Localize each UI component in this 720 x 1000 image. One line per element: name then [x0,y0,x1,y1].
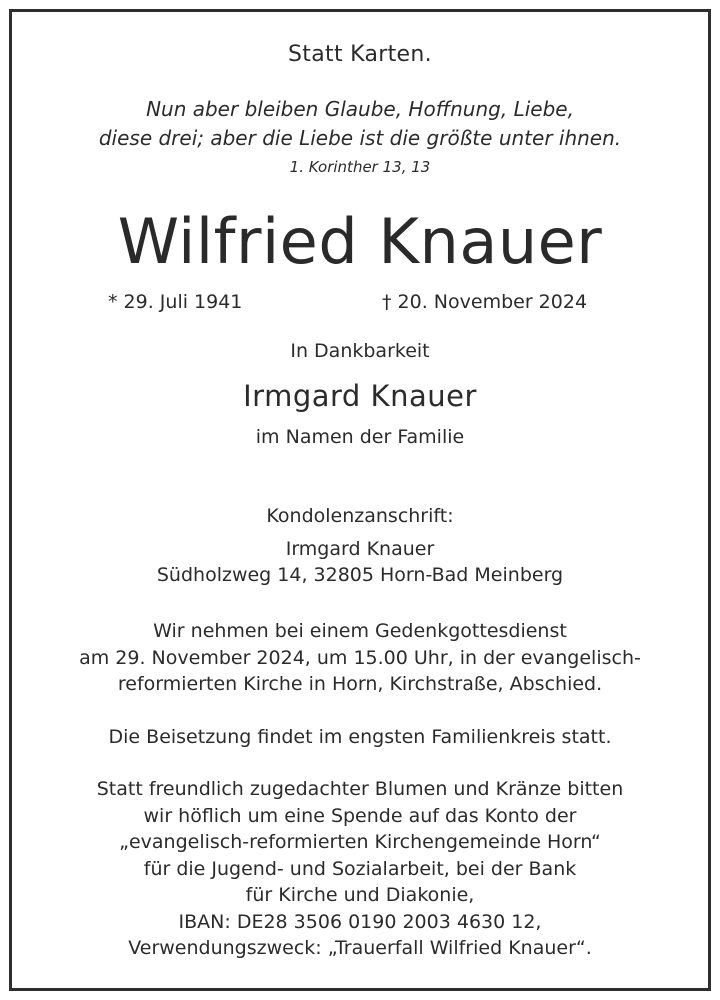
service-line: Wir nehmen bei einem Gedenkgottesdienst [153,620,567,642]
donation-line: Statt freundlich zugedachter Blumen und Kränze bitten [96,778,624,800]
verse-reference: 1. Korinther 13, 13 [289,158,431,176]
thanks-intro: In Dankbarkeit [290,340,430,362]
donation-paragraph [0,776,720,962]
donation-line: wir höflich um eine Spende auf das Konto der [143,804,577,827]
death-date: † 20. November 2024 [382,291,588,313]
donation-line: „evangelisch-reformierten Kirchengemeinde Horn“ [119,831,601,853]
donation-line: für Kirche und Diakonie, [245,884,475,906]
condolence-address: Südholzweg 14, 32805 Horn-Bad Meinberg [156,564,564,586]
burial-paragraph [0,724,720,751]
verse-line-1: Nun aber bleiben Glaube, Hoffnung, Liebe, [146,97,574,121]
donation-line: für die Jugend- und Sozialarbeit, bei der Bank [143,857,577,880]
iban-line: IBAN: DE28 3506 0190 2003 4630 12, [178,910,542,933]
verse-line-2: diese drei; aber die Liebe ist die größte unter ihnen. [98,126,622,150]
burial-line: Die Beisetzung findet im engsten Familienkreis statt. [108,726,612,748]
family-note: im Namen der Familie [255,426,465,448]
birth-date: * 29. Juli 1941 [108,291,243,313]
deceased-name: Wilfried Knauer [117,205,603,278]
service-line: am 29. November 2024, um 15.00 Uhr, in der evangelisch- [79,646,641,669]
header-text: Statt Karten. [288,42,432,67]
service-paragraph [0,618,720,698]
signer-name: Irmgard Knauer [243,379,477,413]
reference-line: Verwendungszweck: „Trauerfall Wilfried Knauer“. [128,937,592,959]
service-line: reformierten Kirche in Horn, Kirchstraße, Abschied. [117,673,603,695]
condolence-name: Irmgard Knauer [285,538,435,560]
condolence-label: Kondolenzanschrift: [266,505,454,527]
